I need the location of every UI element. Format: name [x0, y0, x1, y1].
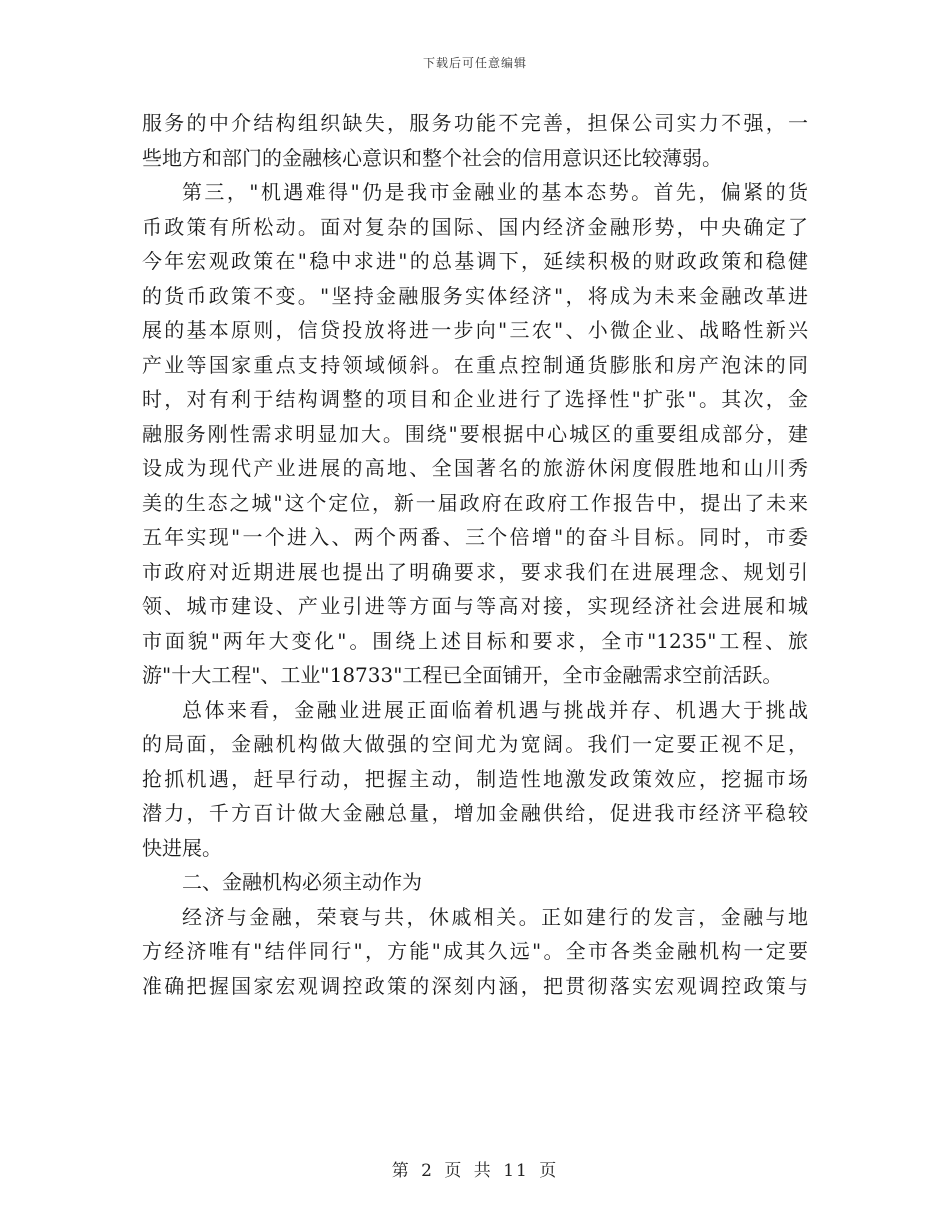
- paragraph: [142, 900, 808, 1004]
- paragraph: [142, 865, 808, 900]
- text-line: 领、城市建设、产业引进等方面与等高对接，实现经济社会进展和城: [142, 594, 808, 618]
- text-line: 方经济唯有"结伴同行"，方能"成其久远"。全市各类金融机构一定要: [142, 939, 808, 963]
- text-line: 市面貌"两年大变化"。围绕上述目标和要求，全市"1235"工程、旅: [142, 628, 808, 653]
- text-line: 准确把握国家宏观调控政策的深刻内涵，把贯彻落实宏观调控政策与: [142, 973, 808, 998]
- text-line: 的局面，金融机构做大做强的空间尤为宽阔。我们一定要正视不足，: [142, 732, 808, 756]
- text-line: 美的生态之城"这个定位，新一届政府在政府工作报告中，提出了未来: [142, 490, 808, 515]
- page-header: 下载后可任意编辑: [422, 56, 527, 70]
- text-line: 市政府对近期进展也提出了明确要求，要求我们在进展理念、规划引: [142, 559, 808, 584]
- text-line: 五年实现"一个进入、两个两番、三个倍增"的奋斗目标。同时，市委: [142, 525, 808, 549]
- text-line: 设成为现代产业进展的高地、全国著名的旅游休闲度假胜地和山川秀: [142, 456, 808, 480]
- text-line: 服务的中介结构组织缺失，服务功能不完善，担保公司实力不强，一: [142, 111, 808, 135]
- text-line: 二、金融机构必须主动作为: [182, 870, 422, 894]
- paragraph: [142, 106, 808, 175]
- text-line: 的货币政策不变。"坚持金融服务实体经济"，将成为未来金融改革进: [142, 283, 808, 308]
- text-line: 总体来看，金融业进展正面临着机遇与挑战并存、机遇大于挑战: [182, 697, 808, 722]
- text-line: 抢抓机遇，赶早行动，把握主动，制造性地激发政策效应，挖掘市场: [142, 766, 808, 791]
- text-line: 些地方和部门的金融核心意识和整个社会的信用意识还比较薄弱。: [142, 145, 722, 170]
- text-line: 展的基本原则，信贷投放将进一步向"三农"、小微企业、战略性新兴: [142, 318, 808, 342]
- document-body: [142, 106, 808, 1003]
- text-line: 时，对有利于结构调整的项目和企业进行了选择性"扩张"。其次，金: [142, 387, 808, 411]
- text-line: 潜力，千方百计做大金融总量，增加金融供给，促进我市经济平稳较: [142, 801, 808, 825]
- text-line: 今年宏观政策在"稳中求进"的总基调下，延续积极的财政政策和稳健: [142, 249, 808, 273]
- text-line: 第三，"机遇难得"仍是我市金融业的基本态势。首先，偏紧的货: [182, 180, 808, 204]
- page-footer: 第 2 页 共 11 页: [391, 1161, 559, 1181]
- text-line: 融服务刚性需求明显加大。围绕"要根据中心城区的重要组成部分，建: [142, 421, 808, 446]
- text-line: 游"十大工程"、工业"18733"工程已全面铺开，全市金融需求空前活跃。: [142, 663, 783, 687]
- text-line: 币政策有所松动。面对复杂的国际、国内经济金融形势，中央确定了: [142, 214, 808, 239]
- paragraph: [142, 175, 808, 693]
- text-line: 快进展。: [142, 835, 222, 860]
- paragraph: [142, 693, 808, 866]
- text-line: 产业等国家重点支持领域倾斜。在重点控制通货膨胀和房产泡沫的同: [142, 352, 808, 377]
- text-line: 经济与金融，荣衰与共，休戚相关。正如建行的发言，金融与地: [182, 904, 808, 929]
